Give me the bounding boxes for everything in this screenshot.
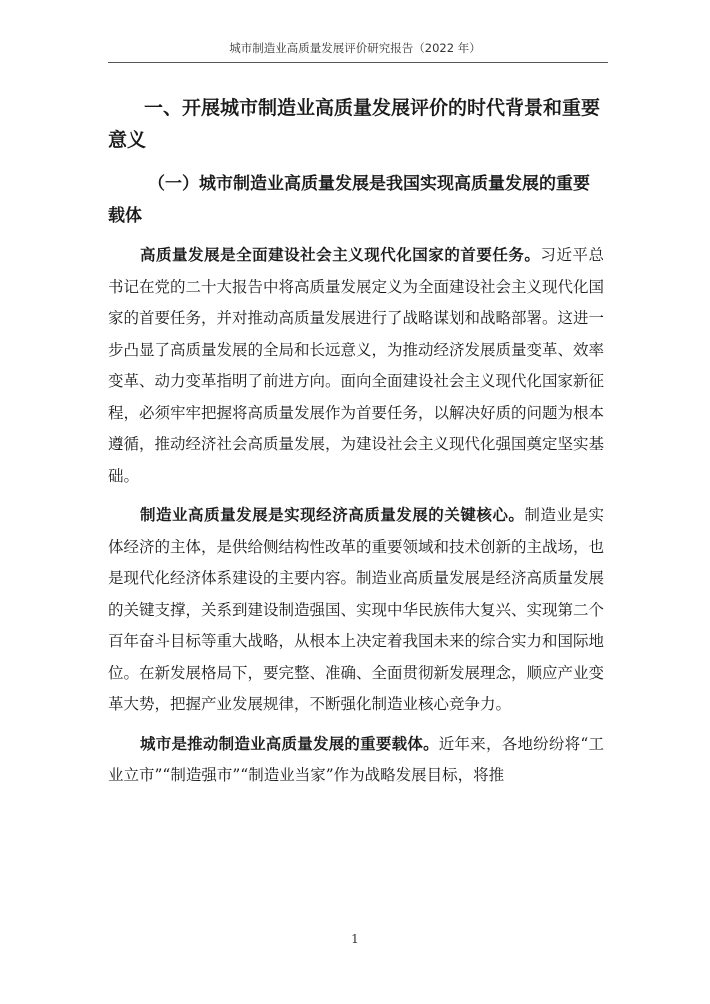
- page-body: [108, 92, 604, 800]
- running-header: 城市制造业高质量发展评价研究报告（2022 年）: [229, 41, 481, 55]
- section-heading: 一、开展城市制造业高质量发展评价的时代背景和重要意义: [108, 97, 601, 151]
- header-divider: [108, 62, 608, 63]
- paragraph-3: [108, 729, 604, 792]
- paragraph-lead: 制造业高质量发展是实现经济高质量发展的关键核心。: [140, 506, 525, 524]
- paragraph-lead: 城市是推动制造业高质量发展的重要载体。: [140, 734, 439, 753]
- paragraph-1: [108, 240, 604, 492]
- paragraph-lead: 高质量发展是全面建设社会主义现代化国家的首要任务。: [140, 246, 541, 264]
- page-number: 1: [351, 932, 359, 946]
- paragraph-text: 习近平总书记在党的二十大报告中将高质量发展定义为全面建设社会主义现代化国家的首要任务，并对推动高质量发展进行了战略谋划和战略部署。这进一步凸显了高质量发展的全局和长远意义，为推动经济发展质量变革、效率变革、动力变革指明了前进方向。面向全面建设社会主义现代化国家新征程，必须牢牢把握将高质量发展作为首要任务，以解决好质的问题为根本遵循，推动经济社会高质量发展，为建设社会主义现代化强国奠定坚实基础。: [108, 246, 605, 485]
- subsection-heading: （一）城市制造业高质量发展是我国实现高质量发展的重要载体: [108, 174, 590, 226]
- paragraph-text: 近年来，各地纷纷将“工业立市”“制造强市”“制造业当家”作为战略发展目标，将推: [108, 734, 604, 784]
- paragraph-2: [108, 500, 604, 721]
- paragraph-text: 制造业是实体经济的主体，是供给侧结构性改革的重要领域和技术创新的主战场，也是现代化经济体系建设的主要内容。制造业高质量发展是经济高质量发展的关键支撑，关系到建设制造强国、实现中华民族伟大复兴、实现第二个百年奋斗目标等重大战略，从根本上决定着我国未来的综合实力和国际地位。在新发展格局下，要完整、准确、全面贯彻新发展理念，顺应产业变革大势，把握产业发展规律，不断强化制造业核心竞争力。: [108, 506, 605, 713]
